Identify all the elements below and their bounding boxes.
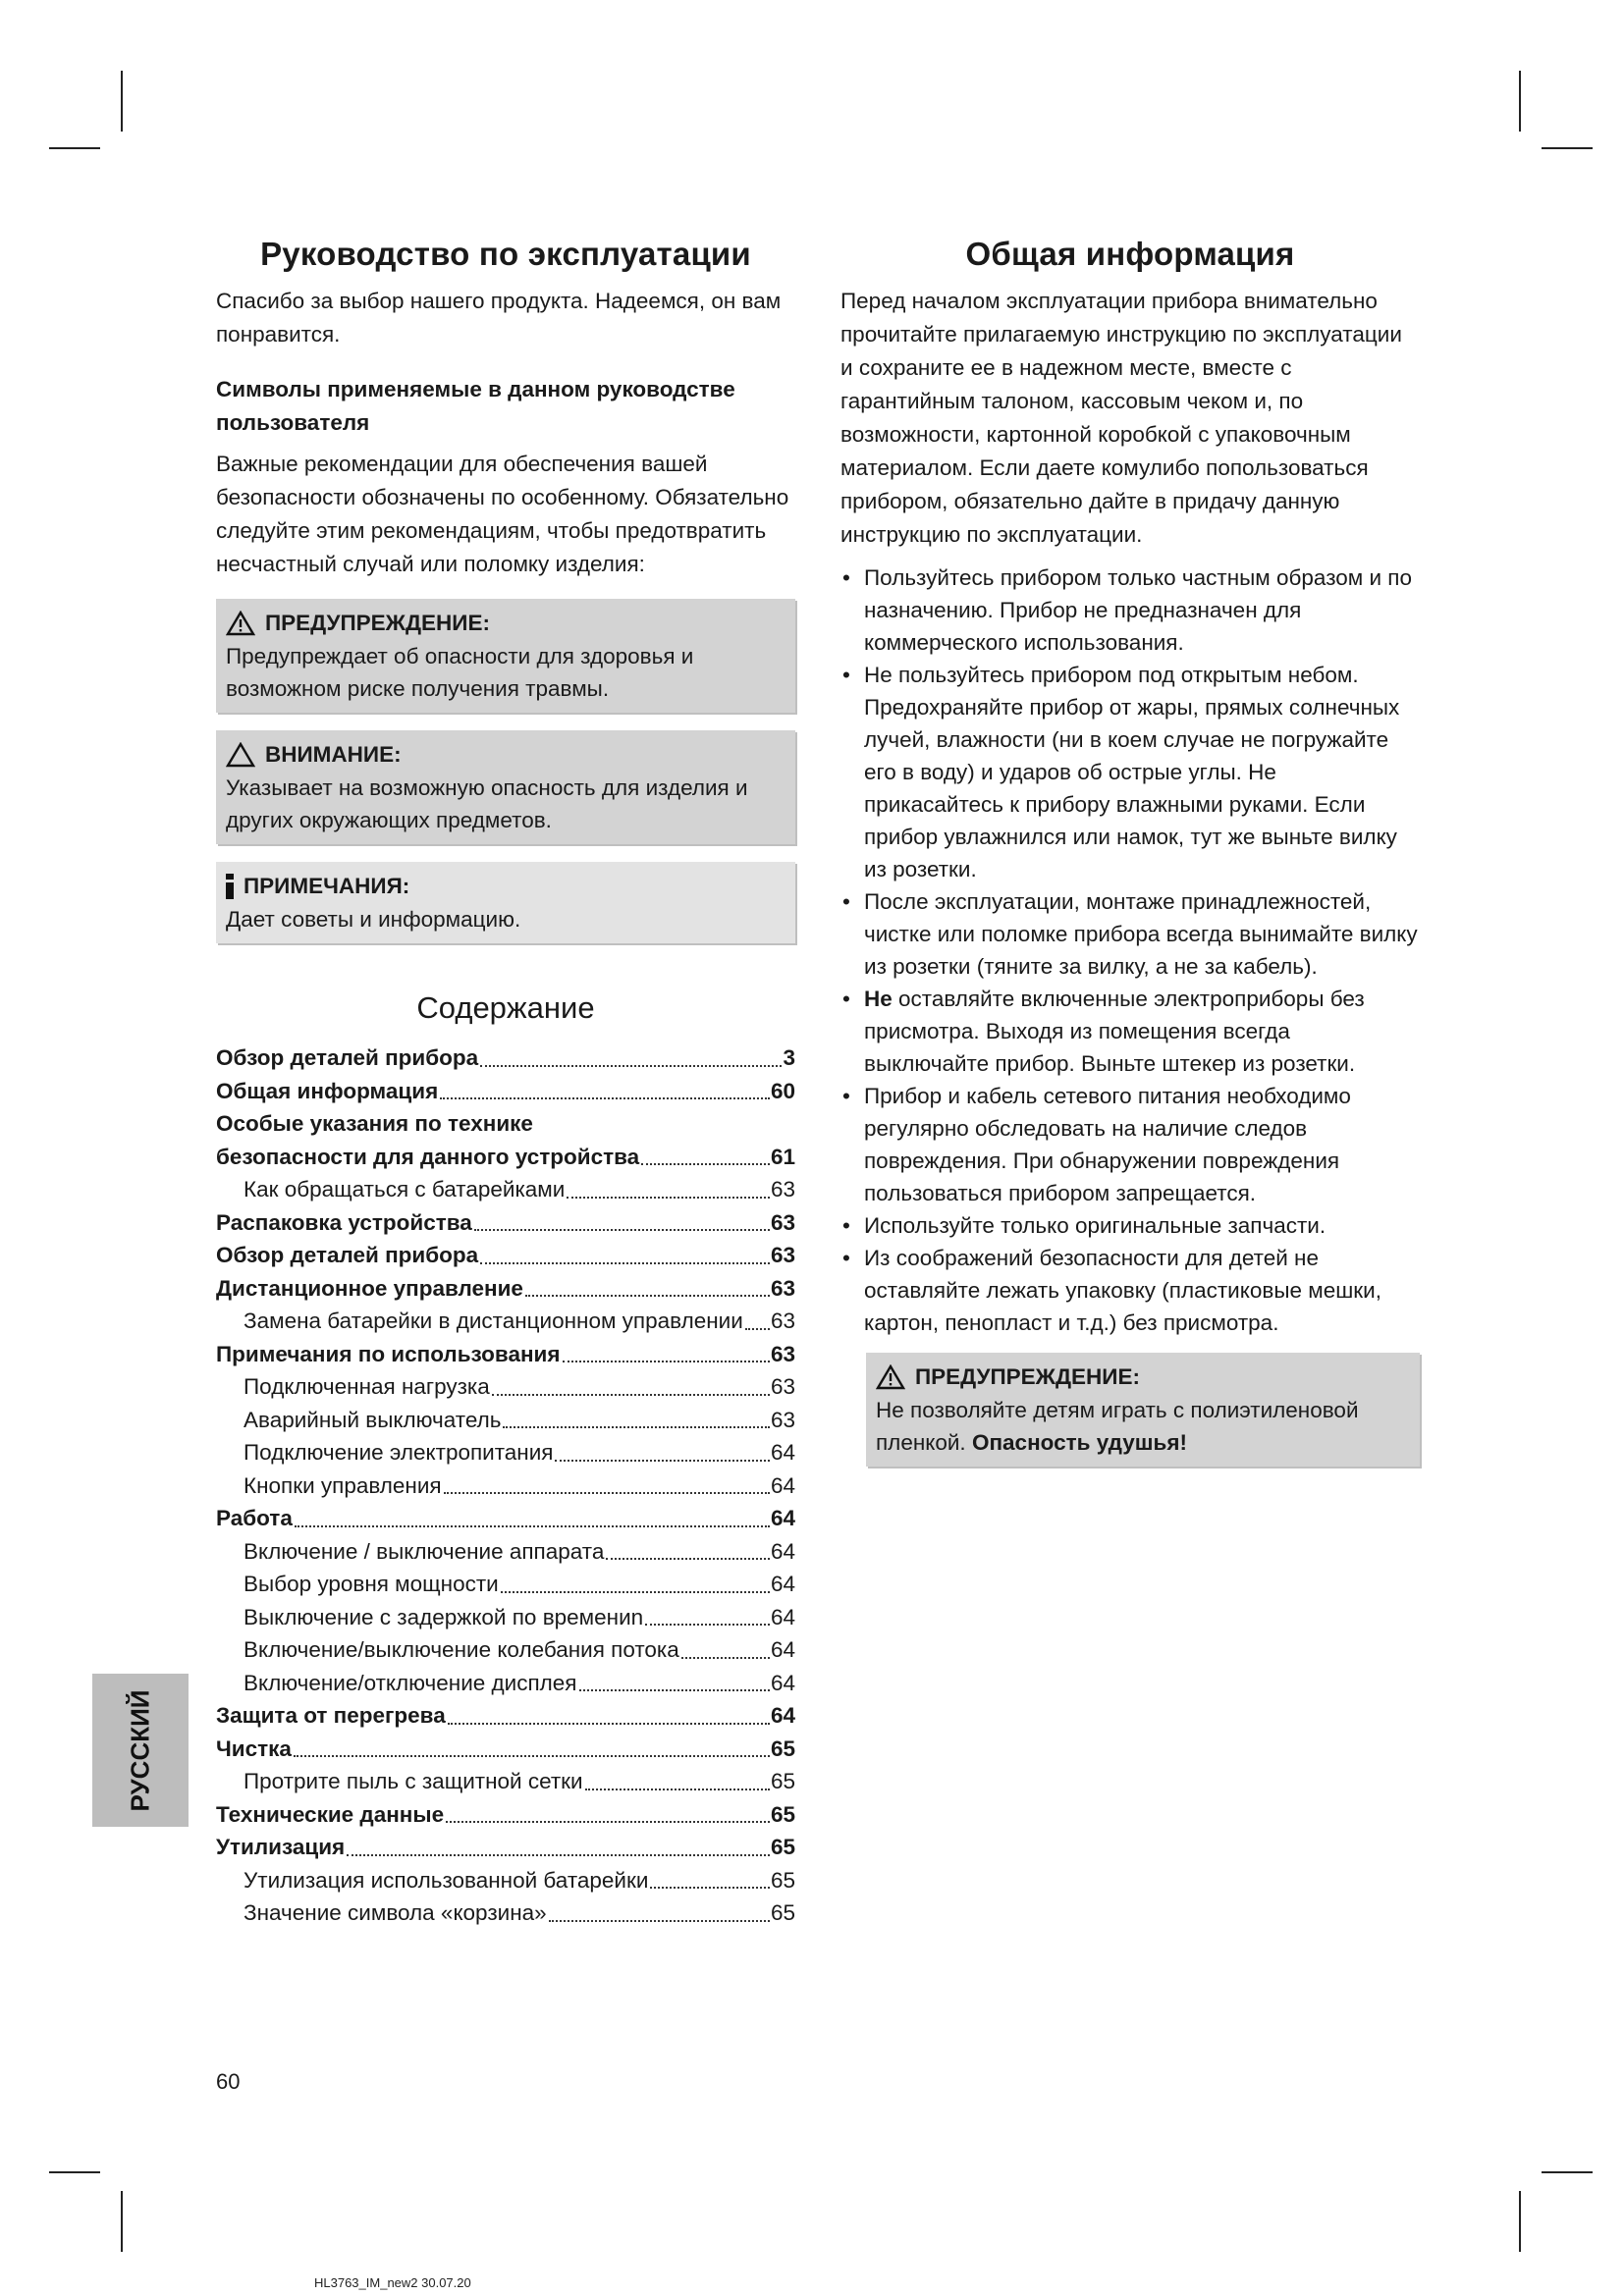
manual-title: Руководство по эксплуатации: [260, 236, 751, 272]
toc-entry[interactable]: Обзор деталей прибора 63: [216, 1243, 795, 1267]
toc-subentry[interactable]: Включение / выключение аппарата 64: [244, 1538, 795, 1564]
language-tab: [92, 1674, 189, 1827]
crop-mark: [1519, 71, 1521, 132]
toc-title: Содержание: [416, 990, 595, 1025]
caution-box: [216, 730, 795, 844]
list-item: • Пользуйтесь прибором только частным образом и по назначению. Прибор не предназначен для коммерческого использования.: [840, 561, 1420, 659]
left-column: [216, 236, 795, 1930]
list-item: • Из соображений безопасности для детей не оставляйте лежать упаковку (пластиковые мешки, картон, пенопласт и т.д.) без присмотра.: [840, 1242, 1420, 1339]
symbols-text: Важные рекомендации для обеспечения вашей безопасности обозначены по особенному. Обязательно следуйте этим рекомендациям, чтобы предотвратить несчастный случай или поломку изделия:: [216, 452, 789, 576]
caution-icon: [226, 742, 255, 768]
toc-subentry[interactable]: Кнопки управления 64: [244, 1472, 795, 1498]
toc-entry[interactable]: Защита от перегрева 64: [216, 1703, 795, 1728]
list-item: • Не оставляйте включенные электроприборы без присмотра. Выходя из помещения всегда выключайте прибор. Выньте штекер из розетки.: [840, 983, 1420, 1080]
toc-entry[interactable]: Примечания по использования 63: [216, 1341, 795, 1366]
warning-box-right: [866, 1353, 1420, 1467]
caution-title: ВНИМАНИЕ:: [265, 742, 402, 767]
intro-text: Спасибо за выбор нашего продукта. Надеемся, он вам понравится.: [216, 289, 782, 347]
crop-mark: [121, 71, 123, 132]
caution-text: Указывает на возможную опасность для изделия и других окружающих предметов.: [226, 775, 748, 832]
toc-subentry[interactable]: Подключенная нагрузка 63: [244, 1374, 795, 1399]
table-of-contents: [216, 1041, 795, 1930]
bold-not: Не: [864, 987, 893, 1011]
toc-entry[interactable]: Обзор деталей прибора 3: [216, 1045, 795, 1070]
language-tab-label: РУССКИЙ: [125, 1689, 155, 1811]
crop-mark: [1542, 2171, 1593, 2173]
note-text: Дает советы и информацию.: [226, 907, 521, 932]
toc-subentry[interactable]: Значение символа «корзина» 65: [244, 1900, 795, 1925]
list-item: • Используйте только оригинальные запчасти.: [840, 1209, 1420, 1242]
crop-mark: [1519, 2191, 1521, 2252]
toc-entry[interactable]: Распаковка устройства 63: [216, 1209, 795, 1235]
page-number: 60: [216, 2069, 241, 2094]
warning-box: [216, 599, 795, 713]
warning-text: Предупреждает об опасности для здоровья и возможном риске получения травмы.: [226, 644, 694, 701]
crop-mark: [1542, 147, 1593, 149]
right-column: [840, 236, 1420, 1467]
list-item: • Не пользуйтесь прибором под открытым небом. Предохраняйте прибор от жары, прямых солнечных лучей, влажности (ни в коем случае не погружайте его в воду) и ударов об острые углы. Не прикасайтесь к прибору влажными руками. Если прибор увлажнился или намок, тут же выньте вилку из розетки.: [840, 659, 1420, 885]
toc-entry[interactable]: Общая информация 60: [216, 1078, 795, 1103]
toc-entry[interactable]: Утилизация 65: [216, 1835, 795, 1859]
toc-entry[interactable]: безопасности для данного устройства 61: [216, 1144, 795, 1169]
footer-code: HL3763_IM_new2 30.07.20: [314, 2275, 471, 2290]
note-box: [216, 862, 795, 943]
list-item: • После эксплуатации, монтаже принадлежностей, чистке или поломке прибора всегда вынимайте вилку из розетки (тяните за вилку, а не за кабель).: [840, 885, 1420, 983]
note-title: ПРИМЕЧАНИЯ:: [244, 874, 410, 898]
toc-subentry[interactable]: Замена батарейки в дистанционном управлении 63: [244, 1308, 795, 1333]
crop-mark: [49, 147, 100, 149]
toc-entry[interactable]: Чистка 65: [216, 1735, 795, 1761]
list-item: • Прибор и кабель сетевого питания необходимо регулярно обследовать на наличие следов повреждения. При обнаружении повреждения пользоваться прибором запрещается.: [840, 1080, 1420, 1209]
warning-icon: [226, 611, 255, 636]
toc-entry[interactable]: Особые указания по технике: [216, 1111, 533, 1136]
warning-title: ПРЕДУПРЕЖДЕНИЕ:: [915, 1364, 1140, 1389]
toc-entry[interactable]: Работа 64: [216, 1506, 795, 1530]
toc-subentry[interactable]: Протрите пыль с защитной сетки 65: [244, 1769, 795, 1793]
toc-subentry[interactable]: Включение/отключение дисплея 64: [244, 1670, 795, 1695]
symbols-heading: Символы применяемые в данном руководстве пользователя: [216, 377, 735, 435]
toc-subentry[interactable]: Включение/выключение колебания потока 64: [244, 1637, 795, 1662]
toc-entry[interactable]: Дистанционное управление 63: [216, 1275, 795, 1301]
toc-subentry[interactable]: Аварийный выключатель 63: [244, 1407, 795, 1432]
toc-subentry[interactable]: Выключение с задержкой по времениn 64: [244, 1604, 795, 1629]
general-info-title: Общая информация: [965, 236, 1295, 272]
toc-subentry[interactable]: Утилизация использованной батарейки 65: [244, 1867, 795, 1893]
warning-text: Не позволяйте детям играть с полиэтиленовой пленкой. Опасность удушья!: [876, 1398, 1359, 1455]
warning-title: ПРЕДУПРЕЖДЕНИЕ:: [265, 611, 490, 635]
crop-mark: [49, 2171, 100, 2173]
crop-mark: [121, 2191, 123, 2252]
toc-subentry[interactable]: Как обращаться с батарейками 63: [244, 1177, 795, 1201]
warning-icon: [876, 1364, 905, 1390]
info-icon: [226, 874, 234, 899]
general-info-intro: Перед началом эксплуатации прибора внимательно прочитайте прилагаемую инструкцию по эксплуатации и сохраните ее в надежном месте, вместе с гарантийным талоном, кассовым чеком и, по возможности, картонной коробкой с упаковочным материалом. Если даете комулибо попользоваться прибором, обязательно дайте в придачу данную инструкцию по эксплуатации.: [840, 289, 1402, 547]
safety-list: [840, 561, 1420, 1339]
toc-subentry[interactable]: Выбор уровня мощности 64: [244, 1572, 795, 1596]
toc-entry[interactable]: Технические данные 65: [216, 1801, 795, 1827]
toc-subentry[interactable]: Подключение электропитания 64: [244, 1440, 795, 1465]
